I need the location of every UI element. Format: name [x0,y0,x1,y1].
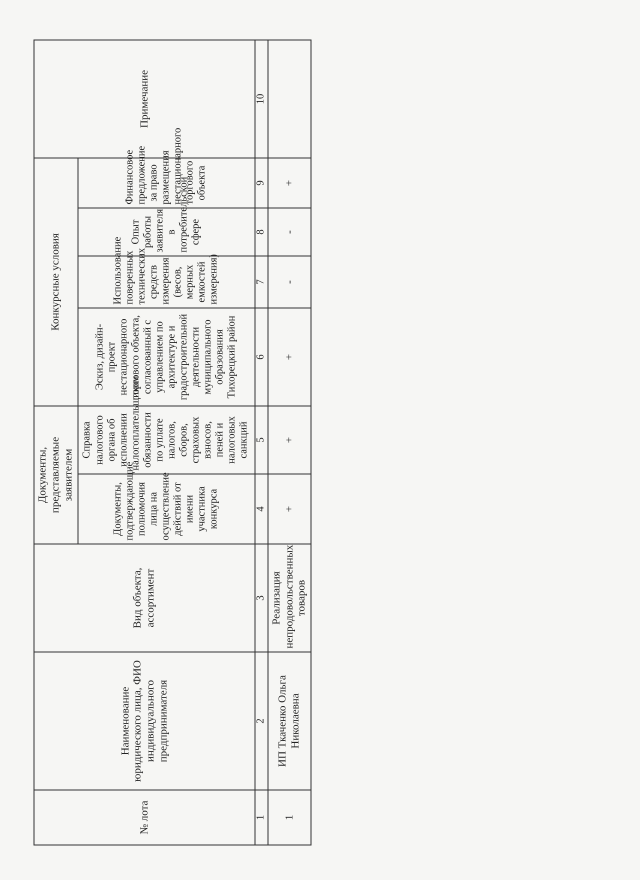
cell-doc-tax: + [268,406,311,474]
cell-lot-no: 1 [268,790,311,845]
column-number: 1 [255,790,268,845]
column-number: 6 [255,308,268,406]
cell-doc-authority: + [268,474,311,544]
table-row [268,40,311,845]
header-cond-sketch: Эскиз, дизайн-проект нестационарного торгового объекта, согласованный с управлением по архитектуре и градостроительной деятельности муниципального образования Тихорецкий район [78,308,255,406]
header-lot-no: № лота [34,790,255,845]
header-name: Наименование юридического лица, ФИО индивидуального предпринимателя [34,652,255,790]
cell-cond-sketch: + [268,308,311,406]
column-number: 5 [255,406,268,474]
cell-name: ИП Ткаченко Ольга Николаевна [268,652,311,790]
cell-cond-experience: - [268,208,311,256]
header-doc-authority: Документы, подтверждающие полномочия лица на осуществление действий от имени участника конкурса [78,474,255,544]
header-conditions-group: Конкурсные условия [34,158,78,406]
column-number: 3 [255,544,268,652]
rotated-table-container [34,41,312,846]
competition-table [34,39,312,845]
header-cond-financial: Финансовое предложение за право размещения нестационарного торгового объекта [78,158,255,208]
header-doc-tax: Справка налогового органа об исполнении налогоплательщиком обязанности по уплате налогов, сборов, страховых взносов, пеней и налоговых санкций [78,406,255,474]
header-cond-experience: Опыт работы заявителя в потребительской сфере [78,208,255,256]
column-number: 8 [255,208,268,256]
cell-cond-financial: + [268,158,311,208]
column-number: 9 [255,158,268,208]
column-number-row [255,40,268,845]
cell-object-type: Реализация непродовольственных товаров [268,544,311,652]
cell-cond-verified: - [268,256,311,308]
header-cond-verified: Использование поверенных технических средств измерения (весов, мерных емкостей измерения) [78,256,255,308]
column-number: 2 [255,652,268,790]
column-number: 4 [255,474,268,544]
column-number: 7 [255,256,268,308]
header-object-type: Вид объекта, ассортимент [34,544,255,652]
header-row-1 [34,40,78,845]
header-note: Примечание [34,40,255,158]
cell-note [268,40,311,158]
header-docs-group: Документы, представляемые заявителем [34,406,78,544]
column-number: 10 [255,40,268,158]
